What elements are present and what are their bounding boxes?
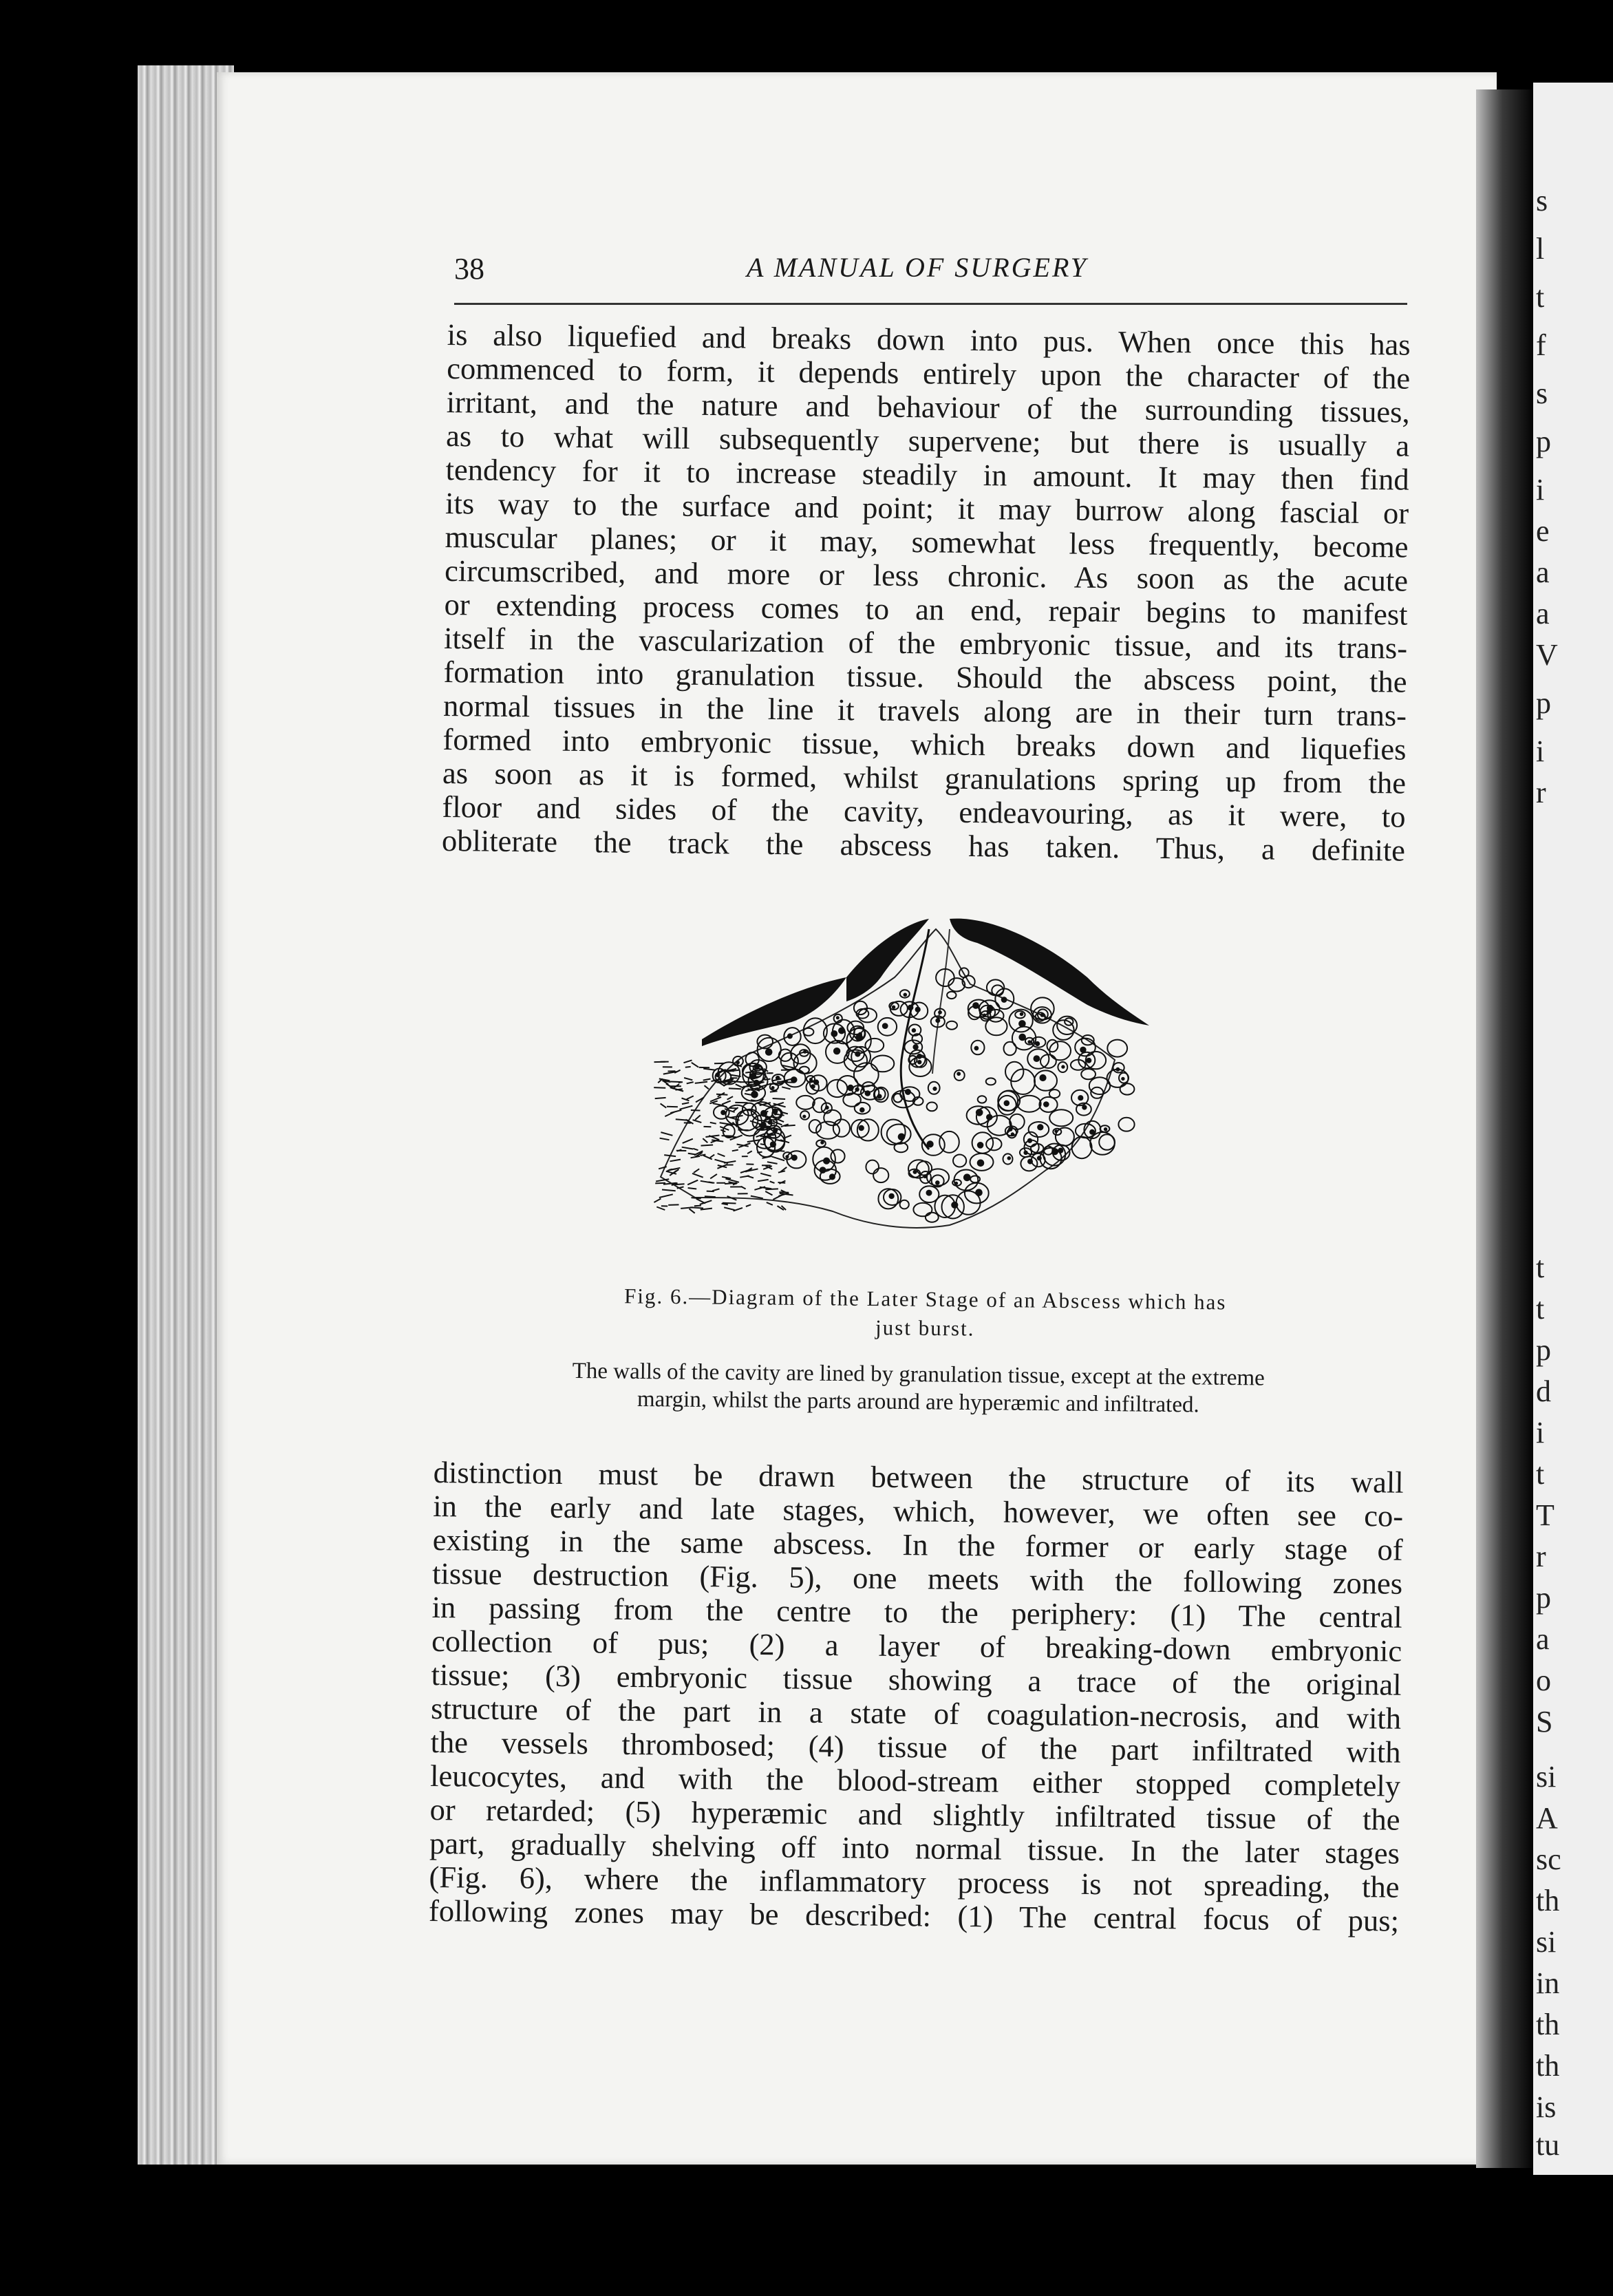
tissue-cell xyxy=(887,1125,911,1145)
tissue-cell xyxy=(1072,1137,1092,1159)
infiltration-hatch xyxy=(692,1173,703,1178)
infiltration-hatch xyxy=(682,1103,689,1104)
tissue-cell xyxy=(978,1096,987,1103)
tissue-cell xyxy=(882,1120,906,1145)
running-head xyxy=(454,251,1418,293)
infiltration-hatch xyxy=(782,1087,790,1089)
cell-nucleus xyxy=(810,1078,812,1081)
infiltration-hatch xyxy=(778,1182,786,1183)
facing-page-text-fragment: d xyxy=(1536,1374,1551,1408)
cell-nucleus xyxy=(1080,1048,1085,1052)
cell-nucleus xyxy=(831,1031,837,1037)
infiltration-hatch xyxy=(732,1150,738,1151)
infiltration-hatch xyxy=(691,1110,701,1111)
paragraph-bottom xyxy=(429,1456,1404,1938)
cell-nucleus xyxy=(904,994,907,997)
infiltration-hatch xyxy=(765,1191,772,1195)
cell-nucleus xyxy=(859,1126,864,1130)
text-line: structure of the part in a state of coagulation-necrosis, and with xyxy=(430,1690,1402,1736)
running-title: A MANUAL OF SURGERY xyxy=(747,252,1088,283)
cell-nucleus xyxy=(933,1087,936,1090)
infiltration-hatch xyxy=(701,1145,714,1146)
cell-nucleus xyxy=(721,1111,725,1115)
cell-nucleus xyxy=(939,1011,941,1014)
cell-nucleus xyxy=(860,1108,864,1112)
facing-page-text-fragment: p xyxy=(1536,1581,1551,1615)
facing-page-text-fragment: l xyxy=(1536,232,1545,266)
tissue-cell xyxy=(878,1189,898,1209)
tissue-cell xyxy=(926,1213,939,1222)
facing-page-text-fragment: si xyxy=(1536,1925,1557,1959)
cell-nucleus xyxy=(1034,1056,1040,1061)
cell-nucleus xyxy=(772,1087,774,1089)
tissue-cell xyxy=(1075,1039,1096,1056)
infiltration-hatch xyxy=(710,1123,716,1124)
tissue-cell xyxy=(871,1056,894,1072)
infiltration-hatch xyxy=(683,1139,693,1143)
cell-nucleus xyxy=(936,1019,939,1022)
infiltration-hatch xyxy=(687,1082,694,1083)
figure-caption-description xyxy=(443,1356,1393,1421)
text-line: part, gradually shelving off into normal tissue. In the later stages xyxy=(429,1825,1400,1871)
facing-page-text-fragment: tu xyxy=(1536,2128,1560,2162)
cell-nucleus xyxy=(893,1006,895,1008)
cell-nucleus xyxy=(855,1088,858,1091)
infiltration-hatch xyxy=(662,1190,676,1191)
infiltration-hatch xyxy=(747,1176,754,1178)
infiltration-hatch xyxy=(722,1177,731,1179)
infiltration-hatch xyxy=(777,1081,788,1082)
facing-page-text-fragment: T xyxy=(1536,1498,1555,1532)
facing-page-text-fragment: r xyxy=(1536,776,1546,809)
tissue-cell xyxy=(927,1103,937,1112)
tissue-cell xyxy=(946,1021,957,1030)
infiltration-hatch xyxy=(724,1207,734,1210)
cell-nucleus xyxy=(803,1116,805,1118)
cell-nucleus xyxy=(978,1160,984,1167)
figure-caption-title xyxy=(474,1280,1376,1348)
infiltration-hatch xyxy=(710,1174,717,1179)
infiltration-hatch xyxy=(694,1206,701,1207)
infiltration-hatch xyxy=(693,1120,702,1123)
cell-nucleus xyxy=(1005,1101,1010,1106)
infiltration-hatch xyxy=(778,1171,785,1172)
text-line: itself in the vascularization of the embryonic tissue, and its trans- xyxy=(443,620,1408,666)
facing-page-text-fragment: si xyxy=(1536,1760,1557,1794)
tissue-cell xyxy=(1056,1128,1074,1146)
infiltration-hatch xyxy=(680,1106,693,1109)
facing-page-text-fragment: th xyxy=(1536,2049,1560,2083)
text-line: or extending process comes to an end, repair begins to manifest xyxy=(444,586,1408,632)
infiltration-hatch xyxy=(758,1180,769,1181)
infiltration-hatch xyxy=(687,1180,698,1185)
text-line: formation into granulation tissue. Should the abscess point, the xyxy=(443,654,1407,699)
tissue-cell xyxy=(986,1078,996,1085)
infiltration-hatch xyxy=(661,1132,672,1136)
cell-nucleus xyxy=(1090,1130,1094,1134)
facing-page-text-fragment: o xyxy=(1536,1663,1551,1697)
infiltration-hatch xyxy=(703,1069,716,1070)
infiltration-hatch xyxy=(655,1183,665,1184)
tissue-cell xyxy=(813,1098,826,1112)
infiltration-hatch xyxy=(747,1151,752,1154)
infiltration-hatch xyxy=(703,1079,711,1081)
text-line: tissue destruction (Fig. 5), one meets with the following zones xyxy=(431,1555,1403,1601)
facing-page-text-fragment: p xyxy=(1536,425,1551,458)
tissue-cell xyxy=(1049,1109,1073,1126)
facing-page-text-fragment: th xyxy=(1536,2008,1560,2041)
facing-page-text-fragment: e xyxy=(1536,514,1550,548)
text-line: (Fig. 6), where the inflammatory process is not spreading, the xyxy=(429,1859,1400,1904)
text-line: floor and sides of the cavity, endeavouring, as it were, to xyxy=(442,789,1406,834)
cell-nucleus xyxy=(1009,1128,1012,1131)
cell-nucleus xyxy=(811,1085,815,1088)
tissue-cell xyxy=(1049,1041,1071,1060)
cell-nucleus xyxy=(916,1008,920,1012)
cell-nucleus xyxy=(774,1112,776,1114)
facing-page-text-fragment: t xyxy=(1536,1457,1545,1491)
tissue-cell xyxy=(866,1160,879,1174)
tissue-cell xyxy=(824,1110,841,1125)
cell-nucleus xyxy=(899,1134,905,1140)
tissue-cell xyxy=(1120,1083,1135,1094)
infiltration-hatch xyxy=(746,1204,751,1207)
cell-nucleus xyxy=(751,1092,758,1098)
cell-nucleus xyxy=(917,1054,921,1059)
cell-nucleus xyxy=(912,1029,915,1032)
text-line: commenced to form, it depends entirely upon the character of the xyxy=(446,350,1411,396)
tissue-cell xyxy=(1047,1040,1058,1052)
text-line: in passing from the centre to the periphery: (1) The central xyxy=(431,1589,1402,1635)
infiltration-hatch xyxy=(654,1087,665,1088)
infiltration-hatch xyxy=(692,1063,698,1067)
cell-nucleus xyxy=(1062,1065,1064,1067)
cell-nucleus xyxy=(964,1174,970,1180)
infiltration-hatch xyxy=(664,1155,676,1156)
cell-nucleus xyxy=(821,1141,823,1143)
infiltration-hatch xyxy=(684,1078,692,1080)
book-gutter-shadow xyxy=(1476,89,1535,2168)
tissue-cell xyxy=(873,1168,888,1182)
cell-nucleus xyxy=(976,1109,983,1116)
cell-nucleus xyxy=(978,1142,983,1148)
facing-page-edge xyxy=(1533,83,1613,2175)
tissue-cell xyxy=(1004,1042,1016,1056)
cell-nucleus xyxy=(928,1141,933,1147)
cell-nucleus xyxy=(1019,1034,1025,1041)
text-line: or retarded; (5) hyperæmic and slightly infiltrated tissue of the xyxy=(429,1792,1400,1837)
tissue-cell xyxy=(865,1039,884,1052)
cell-nucleus xyxy=(1078,1096,1082,1100)
infiltration-hatch xyxy=(773,1098,786,1099)
infiltration-hatch xyxy=(656,1207,665,1211)
cell-nucleus xyxy=(766,1049,772,1055)
tissue-cell xyxy=(1081,1069,1096,1079)
cell-nucleus xyxy=(913,1045,917,1049)
cell-nucleus xyxy=(1040,1075,1045,1081)
facing-page-text-fragment: t xyxy=(1536,1292,1545,1326)
cell-nucleus xyxy=(1082,1105,1086,1109)
text-line: the vessels thrombosed; (4) tissue of the part infiltrated with xyxy=(430,1724,1401,1769)
text-line: as to what will subsequently supervene; but there is usually a xyxy=(445,418,1410,463)
tissue-cell xyxy=(1018,1096,1041,1112)
infiltration-hatch xyxy=(724,1161,736,1163)
infiltration-hatch xyxy=(661,1103,667,1107)
text-line: muscular planes; or it may, somewhat less frequently, become xyxy=(445,519,1409,564)
cell-nucleus xyxy=(1028,1041,1030,1043)
text-line: its way to the surface and point; it may burrow along fascial or xyxy=(445,485,1409,531)
tissue-cell xyxy=(1118,1118,1134,1131)
infiltration-hatch xyxy=(659,1194,673,1198)
facing-page-text-fragment: S xyxy=(1536,1705,1553,1739)
infiltration-hatch xyxy=(729,1108,738,1109)
tissue-cell xyxy=(1010,1114,1025,1129)
cell-nucleus xyxy=(830,1174,835,1179)
cell-nucleus xyxy=(927,1191,932,1195)
infiltration-hatch xyxy=(694,1169,699,1173)
tissue-cell xyxy=(1107,1040,1127,1057)
facing-page-text-fragment: i xyxy=(1536,1416,1545,1449)
facing-page-text-fragment: p xyxy=(1536,686,1551,720)
infiltration-hatch xyxy=(688,1154,696,1155)
text-line: is also liquefied and breaks down into pus. When once this has xyxy=(447,317,1411,362)
abscess-diagram-figure xyxy=(606,902,1239,1259)
text-line: tissue; (3) embryonic tissue showing a trace of the original xyxy=(431,1657,1402,1702)
tissue-cell xyxy=(939,1131,959,1153)
abscess-diagram-illustration xyxy=(606,902,1239,1259)
infiltration-hatch xyxy=(684,1060,692,1063)
facing-page-text-fragment: sc xyxy=(1536,1842,1561,1876)
facing-page-text-fragment: s xyxy=(1536,376,1548,410)
cell-nucleus xyxy=(957,1072,960,1075)
facing-page-text-fragment: a xyxy=(1536,555,1550,589)
tissue-cell xyxy=(833,1119,850,1136)
infiltration-hatch xyxy=(670,1160,681,1162)
text-line: leucocytes, and with the blood-stream either stopped completely xyxy=(429,1758,1401,1803)
facing-page-text-fragment: r xyxy=(1536,1540,1546,1573)
infiltration-hatch xyxy=(659,1167,667,1169)
text-line: formed into embryonic tissue, which breaks down and liquefies xyxy=(442,721,1407,767)
cell-nucleus xyxy=(769,1120,772,1124)
cell-nucleus xyxy=(1104,1128,1107,1130)
facing-page-text-fragment: i xyxy=(1536,473,1545,507)
facing-page-text-fragment: V xyxy=(1536,638,1558,672)
infiltration-hatch xyxy=(668,1204,679,1205)
infiltration-hatch xyxy=(654,1199,661,1203)
cell-nucleus xyxy=(1008,1157,1011,1160)
cell-nucleus xyxy=(834,1048,840,1054)
infiltration-hatch xyxy=(705,1085,709,1089)
infiltration-hatch xyxy=(667,1169,672,1171)
infiltration-hatch xyxy=(688,1188,697,1189)
infiltration-hatch xyxy=(767,1162,778,1164)
tissue-cell xyxy=(1034,1070,1057,1090)
cell-nucleus xyxy=(792,1156,797,1160)
cell-nucleus xyxy=(755,1065,759,1069)
figure-caption-desc-line-1: The walls of the cavity are lined by granulation tissue, except at the extreme xyxy=(572,1358,1265,1391)
cell-nucleus xyxy=(914,1171,917,1173)
facing-page-text-fragment: p xyxy=(1536,1333,1551,1367)
tissue-cell xyxy=(947,992,956,999)
infiltration-hatch xyxy=(695,1082,707,1083)
facing-page-text-fragment: f xyxy=(1536,328,1546,362)
infiltration-hatch xyxy=(712,1189,720,1191)
cell-nucleus xyxy=(1044,1102,1049,1107)
facing-page-text-fragment: i xyxy=(1536,734,1545,768)
cell-nucleus xyxy=(918,1061,921,1063)
cell-nucleus xyxy=(883,1023,888,1028)
cell-nucleus xyxy=(1002,997,1007,1002)
infiltration-hatch xyxy=(727,1096,734,1100)
infiltration-hatch xyxy=(687,1096,694,1099)
cell-nucleus xyxy=(1036,1042,1039,1045)
tissue-cell xyxy=(1049,1089,1060,1098)
infiltration-hatch xyxy=(703,1138,707,1142)
infiltration-hatch xyxy=(679,1082,683,1083)
tissue-cell xyxy=(986,1138,1001,1150)
text-line: existing in the same abscess. In the former or early stage of xyxy=(432,1522,1403,1567)
facing-page-text-fragment: in xyxy=(1536,1966,1560,2000)
facing-page-text-fragment: a xyxy=(1536,597,1550,630)
infiltration-hatch xyxy=(690,1209,695,1213)
cell-nucleus xyxy=(855,1052,859,1056)
cell-nucleus xyxy=(1122,1078,1124,1080)
cell-nucleus xyxy=(906,1089,910,1094)
text-line: circumscribed, and more or less chronic. As soon as the acute xyxy=(444,553,1409,598)
infiltration-hatch xyxy=(670,1110,681,1113)
text-line: as soon as it is formed, whilst granulations spring up from the xyxy=(442,755,1407,800)
cell-nucleus xyxy=(1038,1125,1043,1129)
paragraph-top xyxy=(442,318,1411,868)
infiltration-hatch xyxy=(690,1207,703,1208)
infiltration-hatch xyxy=(770,1091,778,1092)
facing-page-text-fragment: t xyxy=(1536,1251,1545,1284)
tissue-cell xyxy=(913,1203,932,1217)
tissue-cell xyxy=(809,1120,821,1133)
infiltration-hatch xyxy=(710,1155,714,1158)
text-line: in the early and late stages, which, however, we often see co- xyxy=(432,1488,1404,1533)
cell-nucleus xyxy=(866,1091,870,1096)
facing-page-text-fragment: th xyxy=(1536,1884,1560,1917)
cell-nucleus xyxy=(1038,1156,1041,1160)
tissue-cell xyxy=(803,1028,813,1036)
tissue-cell xyxy=(953,1155,966,1167)
cell-nucleus xyxy=(955,1182,957,1184)
infiltration-hatch xyxy=(693,1149,698,1150)
cell-nucleus xyxy=(761,1111,767,1116)
text-line: distinction must be drawn between the structure of its wall xyxy=(433,1455,1404,1500)
infiltration-hatch xyxy=(729,1088,741,1089)
infiltration-hatch xyxy=(767,1202,773,1205)
text-line: irritant, and the nature and behaviour of the surrounding tissues, xyxy=(446,384,1410,429)
cell-nucleus xyxy=(975,1047,979,1050)
tissue-cell xyxy=(900,1200,909,1209)
cell-nucleus xyxy=(987,1010,992,1014)
infiltration-hatch xyxy=(695,1115,701,1120)
infiltration-hatch xyxy=(682,1147,694,1149)
text-line: tendency for it to increase steadily in amount. It may then find xyxy=(445,451,1409,497)
facing-page-text-fragment: a xyxy=(1536,1622,1550,1656)
infiltration-hatch xyxy=(723,1203,736,1204)
facing-page-text-fragment: is xyxy=(1536,2090,1557,2124)
text-line: obliterate the track the abscess has taken. Thus, a definite xyxy=(441,822,1406,868)
tissue-cell xyxy=(796,1096,815,1109)
infiltration-hatch xyxy=(772,1156,785,1160)
cell-nucleus xyxy=(791,1077,797,1083)
page-number: 38 xyxy=(454,252,484,286)
figure-caption-desc-line-2: margin, whilst the parts around are hyperæmic and infiltrated. xyxy=(637,1386,1199,1418)
infiltration-hatch xyxy=(751,1196,763,1199)
cell-nucleus xyxy=(973,1003,979,1008)
text-line: following zones may be described: (1) The central focus of pus; xyxy=(428,1893,1400,1938)
infiltration-hatch xyxy=(705,1196,716,1197)
tissue-cell xyxy=(837,1076,858,1095)
cell-nucleus xyxy=(736,1061,739,1064)
infiltration-hatch xyxy=(784,1125,795,1126)
text-line: normal tissues in the line it travels along are in their turn trans- xyxy=(442,688,1407,733)
cell-nucleus xyxy=(1087,1059,1091,1063)
cell-nucleus xyxy=(788,1034,792,1038)
cell-nucleus xyxy=(1021,1013,1023,1016)
cell-nucleus xyxy=(1019,1021,1025,1027)
tissue-cell xyxy=(992,985,1003,995)
header-rule xyxy=(454,303,1407,305)
infiltration-hatch xyxy=(722,1101,731,1104)
tissue-cell xyxy=(831,1149,844,1162)
facing-page-text-fragment: t xyxy=(1536,280,1545,314)
infiltration-hatch xyxy=(770,1182,775,1183)
text-line: collection of pus; (2) a layer of breaking-down embryonic xyxy=(431,1623,1402,1668)
tissue-cell xyxy=(1005,1062,1023,1081)
facing-page-text-fragment: s xyxy=(1536,184,1548,217)
figure-caption-title-line-2: just burst. xyxy=(875,1315,975,1341)
tissue-cell xyxy=(779,1050,792,1061)
infiltration-hatch xyxy=(725,1179,739,1182)
infiltration-hatch xyxy=(660,1138,670,1140)
figure-caption-title-line-1: Fig. 6.—Diagram of the Later Stage of an Abscess which has xyxy=(623,1284,1227,1315)
infiltration-hatch xyxy=(760,1173,771,1176)
cell-nucleus xyxy=(936,1181,939,1184)
cell-nucleus xyxy=(837,1017,839,1019)
infiltration-hatch xyxy=(718,1154,725,1156)
cell-nucleus xyxy=(889,1194,893,1198)
cell-nucleus xyxy=(776,1076,780,1080)
facing-page-text-fragment: A xyxy=(1536,1801,1558,1835)
